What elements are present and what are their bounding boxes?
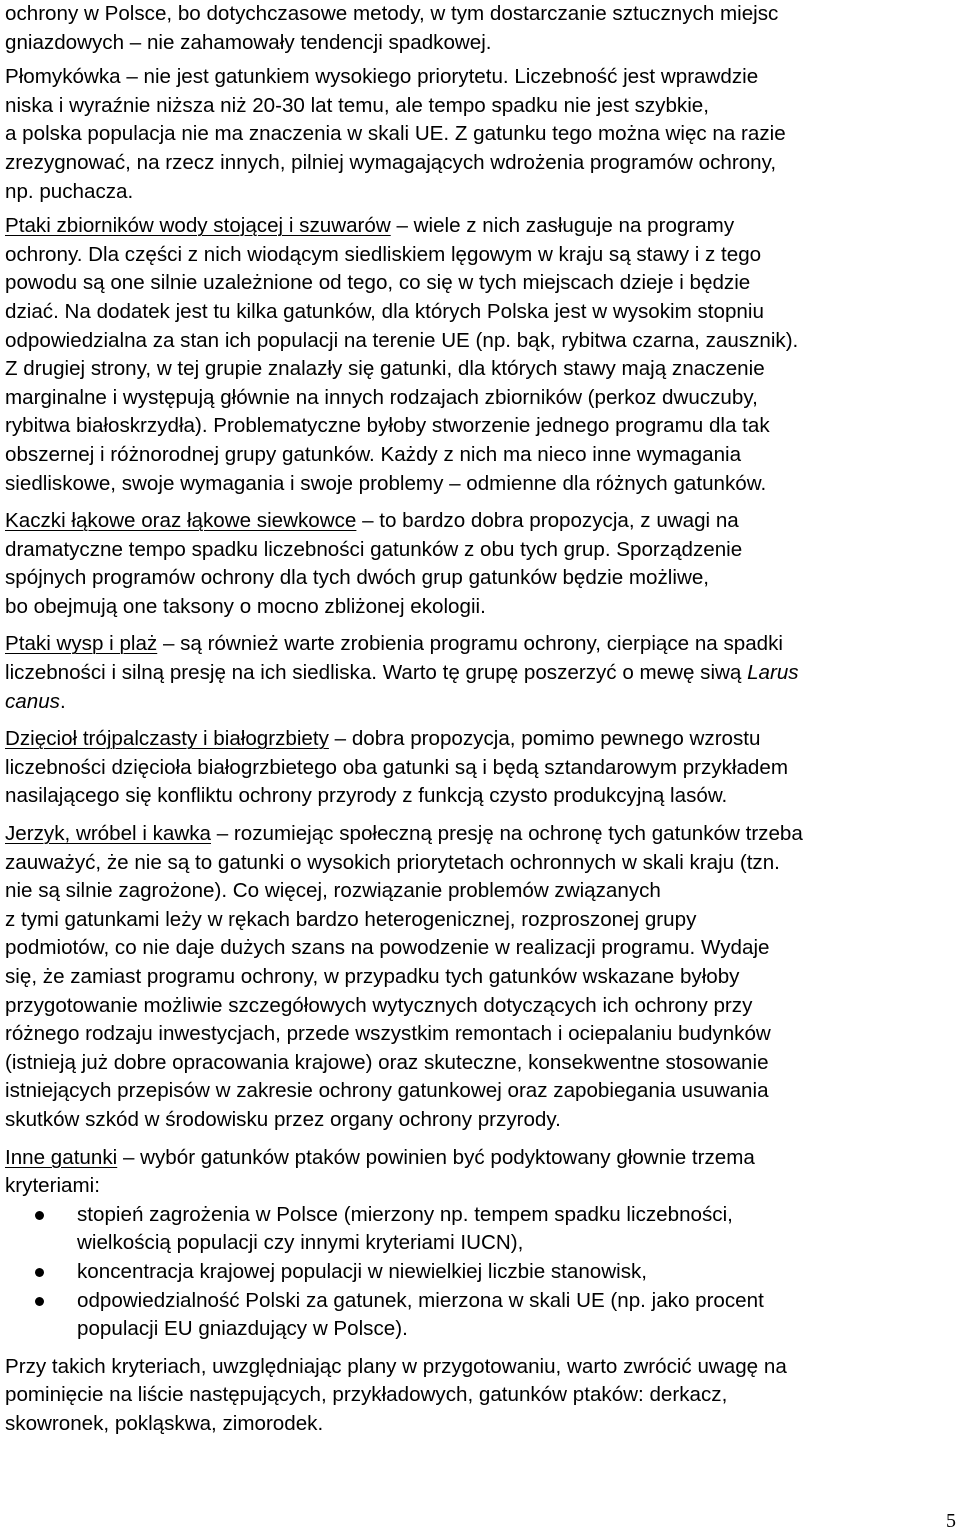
paragraph-ptaki-wysp	[5, 630, 955, 716]
paragraph-dzieciol	[5, 725, 955, 811]
text-line: (istnieją już dobre opracowania krajowe) oraz skuteczne, konsekwentne stosowanie	[5, 1050, 769, 1074]
text-line: rybitwa białoskrzydła). Problematyczne byłoby stworzenie jednego programu dla tak	[5, 414, 770, 438]
text-span: .	[59, 689, 66, 713]
text-line: a polska populacja nie ma znaczenia w skali UE. Z gatunku tego można więc na razie	[5, 122, 786, 146]
section-heading-underlined: Jerzyk, wróbel i kawka	[5, 822, 211, 846]
text-line: np. puchacza.	[5, 179, 134, 203]
paragraph-ptaki-zbiornikow	[5, 212, 955, 498]
bullet-icon	[35, 1268, 44, 1277]
text-line	[5, 1287, 955, 1316]
text-line: siedliskowe, swoje wymagania i swoje problemy – odmienne dla różnych gatunków.	[5, 471, 767, 495]
text-line: Z drugiej strony, w tej grupie znalazły się gatunki, dla których stawy mają znaczenie	[5, 357, 765, 381]
text-span: – wybór gatunków ptaków powinien być podyktowany głownie trzema	[117, 1145, 755, 1169]
text-span: – nie jest gatunkiem wysokiego priorytetu. Liczebność jest wprawdzie	[120, 65, 759, 89]
text-line	[5, 212, 955, 241]
text-line: spójnych programów ochrony dla tych dwóch grup gatunków będzie możliwe,	[5, 566, 709, 590]
text-line	[5, 659, 955, 688]
text-span: odpowiedzialność Polski za gatunek, mierzona w skali UE (np. jako procent	[77, 1288, 764, 1312]
text-span: – to bardzo dobra propozycja, z uwagi na	[356, 509, 739, 533]
text-line	[5, 1144, 955, 1173]
page-number: 5	[946, 1510, 956, 1532]
text-line: marginalne i występują głównie na innych rodzajach zbiorników (perkoz dwuczuby,	[5, 385, 758, 409]
text-line	[5, 63, 955, 92]
text-line	[5, 725, 955, 754]
text-line: z tymi gatunkami leży w rękach bardzo heterogenicznej, rozproszonej grupy	[5, 907, 697, 931]
list-item	[5, 1258, 955, 1287]
latin-name: canus	[5, 689, 60, 713]
text-line: powodu są one silnie uzależnione od tego, co się w tych miejscach dzieje i będzie	[5, 271, 751, 295]
text-line: zrezygnować, na rzecz innych, pilniej wymagających wdrożenia programów ochrony,	[5, 150, 777, 174]
paragraph-intro	[5, 0, 955, 57]
text-line: obszernej i różnorodnej grupy gatunków. Każdy z nich ma nieco inne wymagania	[5, 442, 742, 466]
text-line: ochrony w Polsce, bo dotychczasowe metody, w tym dostarczanie sztucznych miejsc	[5, 2, 779, 25]
text-span: liczebności i silną presję na ich siedliska. Warto tę grupę poszerzyć o mewę siwą	[5, 661, 748, 685]
list-item	[5, 1201, 955, 1258]
text-line: istniejących przepisów w zakresie ochrony gatunkowej oraz zapobiegania usuwania	[5, 1079, 769, 1103]
text-line	[5, 507, 955, 536]
document-page	[5, 0, 955, 1439]
text-line: nie są silnie zagrożone). Co więcej, rozwiązanie problemów związanych	[5, 879, 661, 903]
text-span: – wiele z nich zasługuje na programy	[390, 214, 735, 238]
text-span: koncentracja krajowej populacji w niewielkiej liczbie stanowisk,	[77, 1259, 648, 1283]
text-line: dramatyczne tempo spadku liczebności gatunków z obu tych grup. Sporządzenie	[5, 537, 743, 561]
section-heading-underlined: Ptaki wysp i plaż	[5, 632, 158, 656]
paragraph-plomykowka	[5, 63, 955, 206]
text-line: skutków szkód w środowisku przez organy ochrony przyrody.	[5, 1107, 561, 1131]
text-line	[5, 688, 955, 717]
text-line: skowronek, pokląskwa, zimorodek.	[5, 1411, 324, 1435]
text-line: liczebności dzięcioła białogrzbietego oba gatunki są i będą sztandarowym przykładem	[5, 755, 788, 779]
text-line	[5, 1258, 955, 1287]
text-line: gniazdowych – nie zahamowały tendencji spadkowej.	[5, 30, 492, 54]
text-line	[5, 820, 955, 849]
text-span: stopień zagrożenia w Polsce (mierzony np. tempem spadku liczebności,	[77, 1202, 733, 1226]
section-heading-underlined: Inne gatunki	[5, 1145, 118, 1169]
text-line: pominięcie na liście następujących, przykładowych, gatunków ptaków: derkacz,	[5, 1383, 728, 1407]
paragraph-inne-gatunki	[5, 1144, 955, 1344]
text-line	[5, 630, 955, 659]
section-heading-underlined: Ptaki zbiorników wody stojącej i szuwarów	[5, 214, 391, 238]
section-heading-underlined: Dzięcioł trójpalczasty i białogrzbiety	[5, 727, 329, 751]
bullet-icon	[35, 1297, 44, 1306]
text-line: podmiotów, co nie daje dużych szans na powodzenie w realizacji programu. Wydaje	[5, 936, 770, 960]
text-line: przygotowanie możliwie szczegółowych wytycznych dotyczących ich ochrony przy	[5, 993, 753, 1017]
bullet-icon	[35, 1211, 44, 1220]
text-line: dziać. Na dodatek jest tu kilka gatunków, dla których Polska jest w wysokim stopniu	[5, 299, 764, 323]
text-line: Przy takich kryteriach, uwzględniając plany w przygotowaniu, warto zwrócić uwagę na	[5, 1354, 787, 1378]
section-heading-underlined: Kaczki łąkowe oraz łąkowe siewkowce	[5, 509, 357, 533]
text-span: – są również warte zrobienia programu ochrony, cierpiące na spadki	[157, 632, 783, 656]
species-term: Płomykówka	[5, 65, 121, 89]
text-span: – rozumiejąc społeczną presję na ochronę tych gatunków trzeba	[211, 822, 803, 846]
text-line	[5, 1201, 955, 1230]
paragraph-closing	[5, 1353, 955, 1439]
text-line: bo obejmują one taksony o mocno zbliżonej ekologii.	[5, 594, 486, 618]
text-line: niska i wyraźnie niższa niż 20-30 lat temu, ale tempo spadku nie jest szybkie,	[5, 93, 709, 117]
text-line: ochrony. Dla części z nich wiodącym siedliskiem lęgowym w kraju są stawy i z tego	[5, 242, 762, 266]
text-line: wielkością populacji czy innymi kryteriami IUCN),	[77, 1231, 524, 1255]
paragraph-jerzyk	[5, 820, 955, 1135]
text-line: populacji EU gniazdujący w Polsce).	[77, 1317, 408, 1341]
latin-name: Larus	[747, 661, 799, 685]
text-line: różnego rodzaju inwestycjach, przede wszystkim remontach i ociepalaniu budynków	[5, 1022, 771, 1046]
text-span: – dobra propozycja, pomimo pewnego wzrostu	[328, 727, 761, 751]
paragraph-kaczki	[5, 507, 955, 621]
text-line: nasilającego się konfliktu ochrony przyrody z funkcją czysto produkcyjną lasów.	[5, 784, 728, 808]
criteria-list	[5, 1201, 955, 1344]
text-line: kryteriami:	[5, 1174, 100, 1198]
text-line: się, że zamiast programu ochrony, w przypadku tych gatunków wskazane byłoby	[5, 965, 740, 988]
text-line: zauważyć, że nie są to gatunki o wysokich priorytetach ochronnych w skali kraju (tzn.	[5, 850, 780, 874]
list-item	[5, 1287, 955, 1344]
text-line: odpowiedzialna za stan ich populacji na terenie UE (np. bąk, rybitwa czarna, zausznik).	[5, 328, 799, 352]
